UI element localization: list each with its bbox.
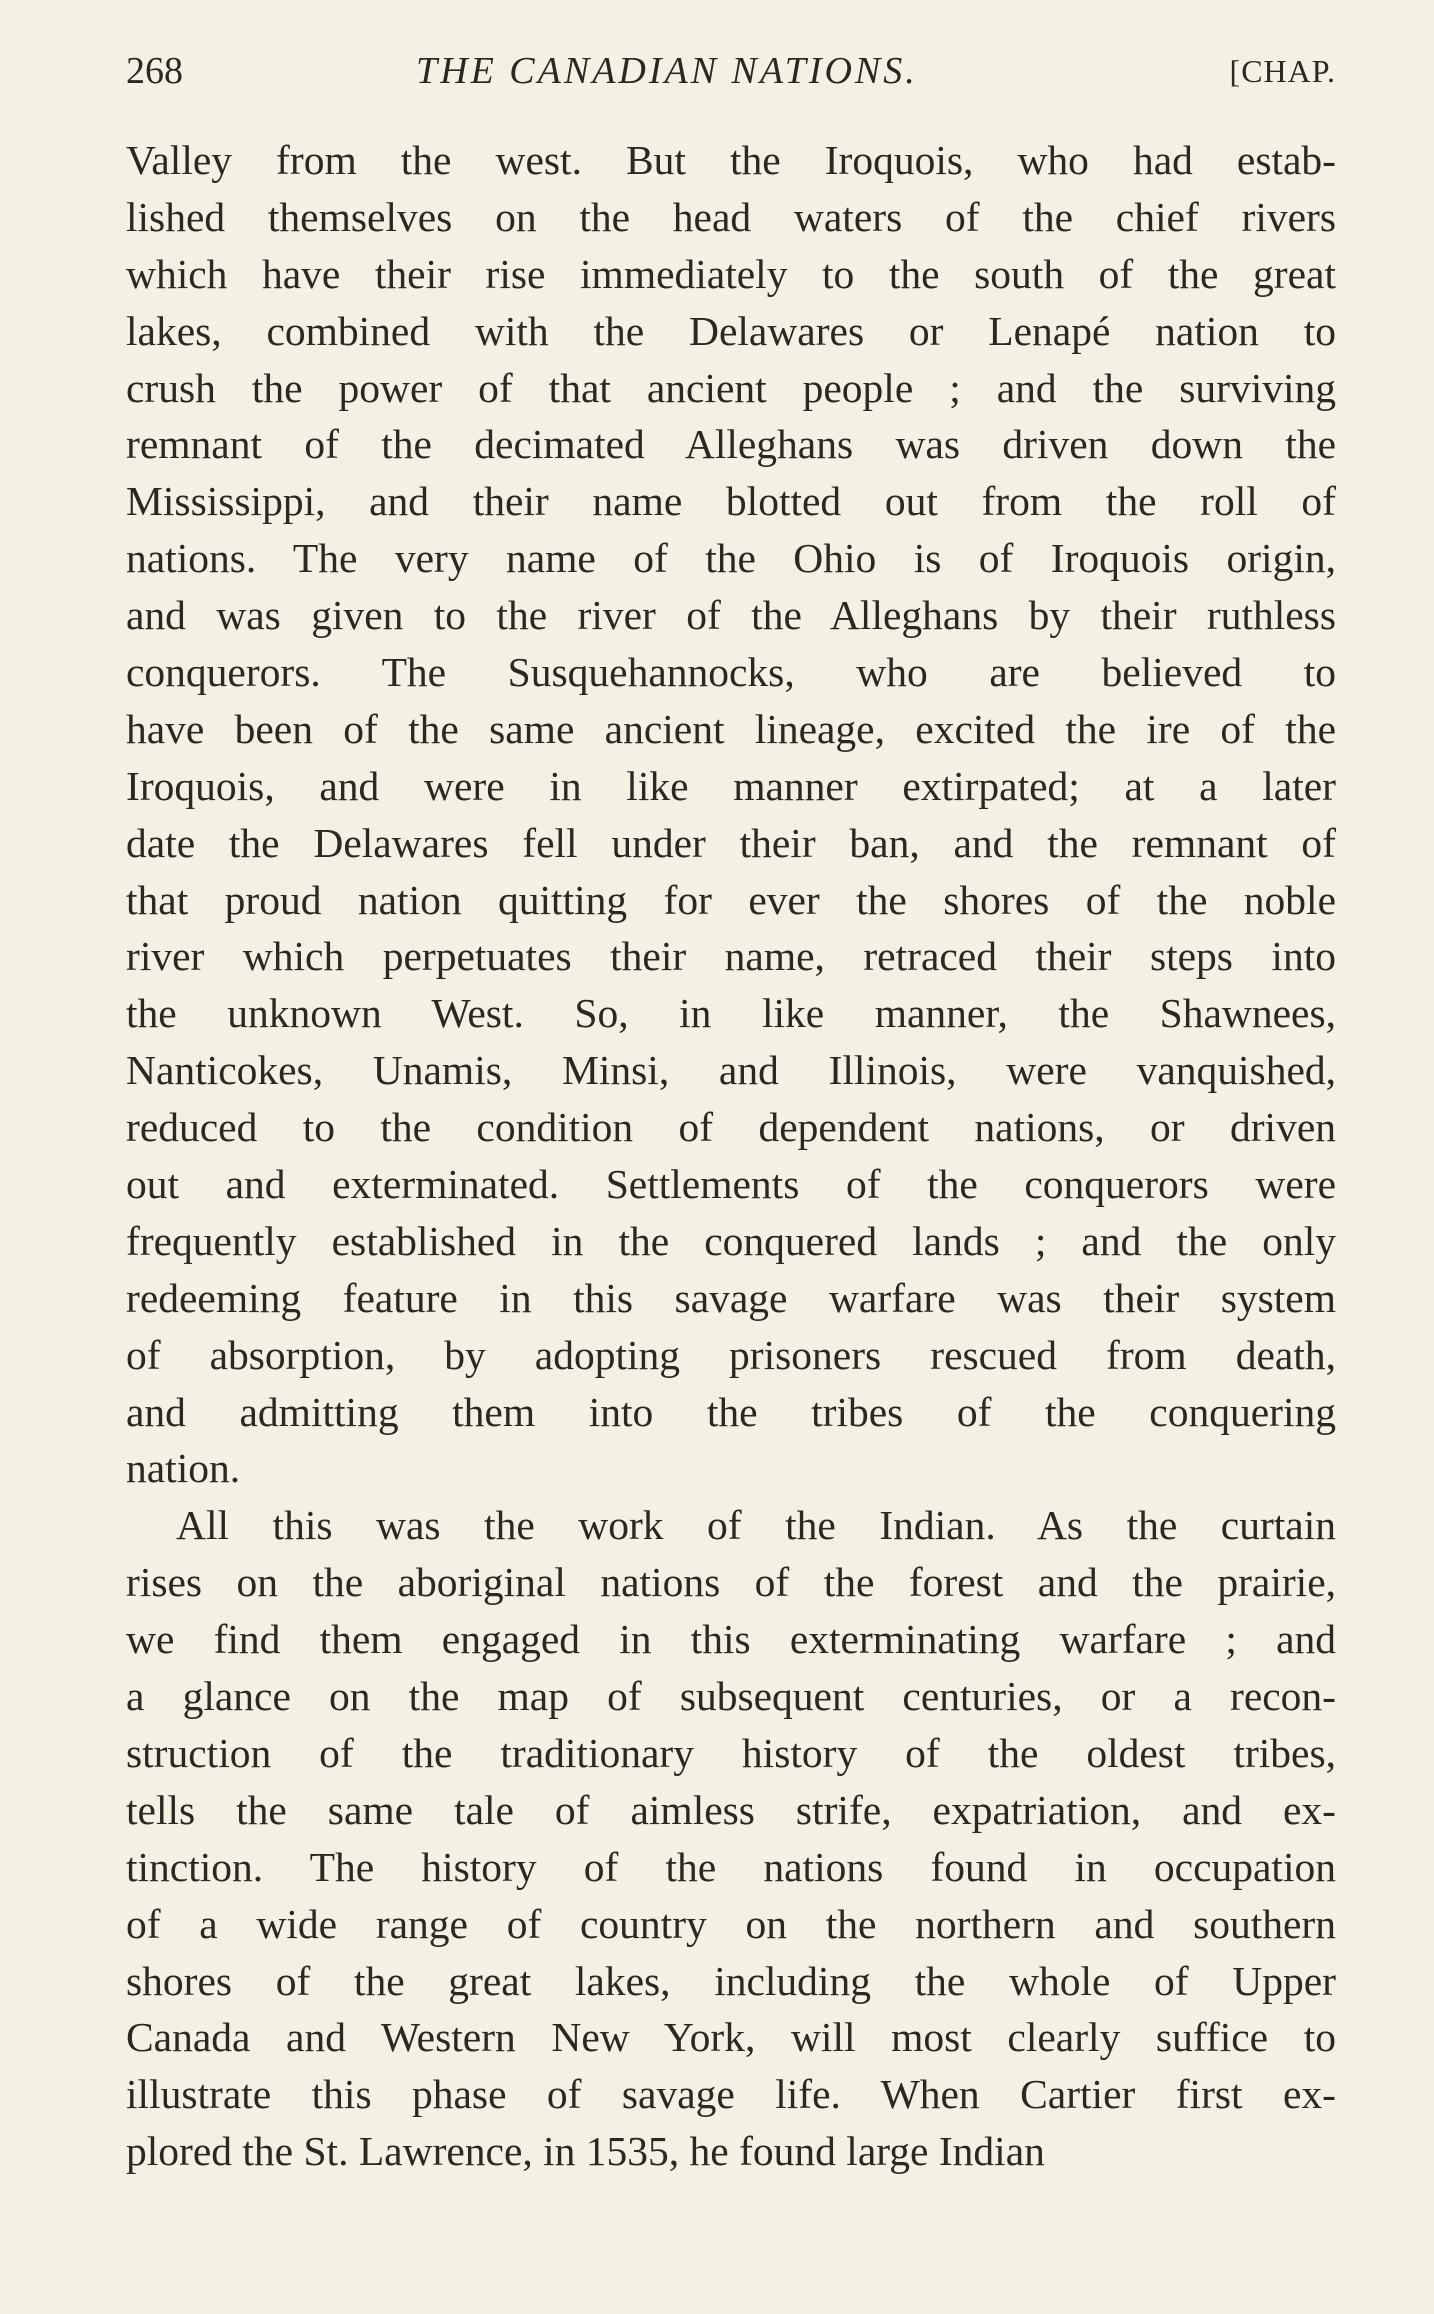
- text-line: reduced to the condition of dependent nations, or driven: [126, 1104, 1336, 1151]
- text-line: and was given to the river of the Alleghans by their ruthless: [126, 592, 1336, 639]
- text-line: the unknown West. So, in like manner, the Shawnees,: [126, 990, 1336, 1037]
- text-line: Iroquois, and were in like manner extirpated; at a later: [126, 762, 1336, 809]
- text-line: out and exterminated. Settlements of the conquerors were: [126, 1161, 1336, 1208]
- text-line: which have their rise immediately to the south of the great: [126, 250, 1336, 297]
- text-line: tinction. The history of the nations found in occupation: [126, 1843, 1336, 1890]
- text-line: a glance on the map of subsequent centuries, or a recon-: [126, 1673, 1336, 1720]
- running-head: [126, 46, 1336, 96]
- text-line: and admitting them into the tribes of the conquering: [126, 1388, 1336, 1435]
- text-line: conquerors. The Susquehannocks, who are believed to: [126, 649, 1336, 696]
- text-line: nation.: [126, 1445, 241, 1492]
- text-line: have been of the same ancient lineage, excited the ire of the: [126, 705, 1336, 752]
- text-line: Canada and Western New York, will most clearly suffice to: [126, 2014, 1336, 2061]
- text-line: that proud nation quitting for ever the shores of the noble: [126, 876, 1336, 923]
- chapter-marker: [CHAP.: [1229, 53, 1336, 89]
- text-line: rises on the aboriginal nations of the forest and the prairie,: [126, 1559, 1336, 1606]
- text-line: plored the St. Lawrence, in 1535, he found large Indian: [126, 2128, 1045, 2175]
- text-line: All this was the work of the Indian. As the curtain: [176, 1502, 1336, 1549]
- text-line: lished themselves on the head waters of the chief rivers: [126, 193, 1336, 240]
- text-line: crush the power of that ancient people ; and the surviving: [126, 364, 1336, 411]
- text-line: we find them engaged in this exterminating warfare ; and: [126, 1616, 1336, 1663]
- text-line: tells the same tale of aimless strife, expatriation, and ex-: [126, 1786, 1336, 1833]
- text-line: struction of the traditionary history of the oldest tribes,: [126, 1729, 1336, 1776]
- body-text: [126, 132, 1336, 2180]
- text-line: frequently established in the conquered lands ; and the only: [126, 1217, 1336, 1264]
- page-number: 268: [126, 50, 183, 92]
- text-line: remnant of the decimated Alleghans was driven down the: [126, 421, 1336, 468]
- text-line: lakes, combined with the Delawares or Lenapé nation to: [126, 307, 1336, 354]
- text-line: nations. The very name of the Ohio is of Iroquois origin,: [126, 535, 1336, 582]
- text-line: Valley from the west. But the Iroquois, who had estab-: [126, 137, 1336, 183]
- text-line: of absorption, by adopting prisoners rescued from death,: [126, 1331, 1336, 1378]
- text-line: of a wide range of country on the northern and southern: [126, 1900, 1336, 1947]
- text-line: redeeming feature in this savage warfare was their system: [126, 1274, 1336, 1321]
- text-line: Mississippi, and their name blotted out from the roll of: [126, 478, 1336, 525]
- running-title: THE CANADIAN NATIONS.: [416, 50, 918, 92]
- text-line: date the Delawares fell under their ban, and the remnant of: [126, 819, 1336, 866]
- text-line: Nanticokes, Unamis, Minsi, and Illinois, were vanquished,: [126, 1047, 1336, 1094]
- text-line: shores of the great lakes, including the whole of Upper: [126, 1957, 1336, 2004]
- text-line: illustrate this phase of savage life. When Cartier first ex-: [126, 2071, 1336, 2118]
- text-line: river which perpetuates their name, retraced their steps into: [126, 933, 1336, 980]
